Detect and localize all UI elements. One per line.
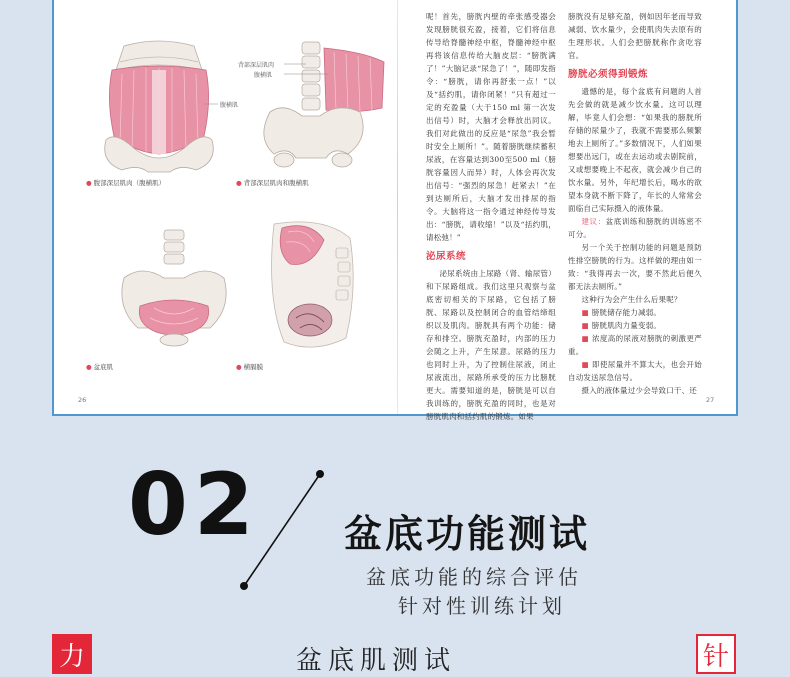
list-item: ■ 膀胱肌肉力量变弱。	[581, 321, 662, 330]
paragraph: 另一个关于控制功能的问题是预防性排空膀胱的行为。这样做的理由如一致：“我得再去一次，要不然此后便久都无法去厕所。”	[568, 243, 702, 291]
figure-abdominal-muscle	[84, 40, 239, 180]
caption-figure-3: ● 盆底肌	[86, 363, 114, 371]
figure-diaphragm	[254, 218, 364, 358]
caption-figure-4: ● 横膈膜	[236, 363, 264, 371]
tip: 建议：盆底训练和膀胱的训练密不可分。	[568, 217, 702, 239]
book-spread	[52, 0, 738, 421]
text-column-2	[568, 10, 702, 397]
pin-icon: ●	[86, 363, 92, 371]
list-item: ■ 即使尿量并不算太大，也会开始自动发送尿急信号。	[568, 360, 702, 382]
paragraph: 膀胱没有足够充盈，例如因年老而导致减弱、饮水量少，会使肌肉失去原有的生理形状。人们会把膀胱称作贪吃容官。	[568, 12, 702, 60]
bullet-icon: ■	[581, 308, 589, 317]
paragraph: 泌尿系统由上尿路（肾、输尿管）和下尿路组成。我们这里只观察与盆底密切相关的下尿路，它包括了膀胱、尿路以及控制闭合的血管结缔组织以及肌肉。膀胱具有两个功能：储存和排空。膀胱充盈时，内部的压力会随之上升，产生尿意。尿路的压力也同时上升，为了控制住尿液，闭止尿液流出，尿路所承受的压力比膀胱更大。需要知道的是，膀胱是可以自我训练的，膀胱充盈的同时，也是对膀胱肌肉和括约肌的锻炼。如果	[426, 269, 556, 421]
page-gutter	[397, 0, 398, 414]
text-column-1	[426, 10, 556, 423]
section-number: 02	[128, 455, 260, 555]
paragraph: 遗憾的是，每个盆底有问题的人首先会做的就是减少饮水量。这可以理解，毕竟人们会想：“如果我的膀胱所存储的尿量少了，我就不需要那么频繁地去上厕所了。”多数情况下，人们如果想要出远门，或在去运动或去剧院前，又或想要晚上不起夜，就会减少自己的饮水量。另外，年纪增长后，喝水的欲望本身就不断下降了，年长的人常常会面临自己实际摄入的液体量。	[568, 87, 702, 213]
section-subtitle-2: 针对性训练计划	[398, 594, 566, 618]
badge-left: 力	[52, 634, 92, 674]
page-number-left: 26	[78, 396, 87, 404]
pin-icon: ●	[236, 179, 242, 187]
paragraph: 摄入的液体量过少会导致口干、还	[581, 386, 697, 395]
label-back-deep-muscle: 背部深层肌肉	[238, 62, 275, 69]
caption-figure-2: ● 背部深层肌肉和腹横肌	[236, 179, 309, 187]
caption-figure-1: ● 腹部深层肌肉（腹横肌）	[86, 179, 166, 187]
figure-pelvic-floor	[114, 228, 234, 354]
pin-icon: ●	[86, 179, 92, 187]
figure-back-muscle	[238, 38, 394, 178]
paragraph: 这种行为会产生什么后果呢？	[581, 295, 682, 304]
page-number-right: 27	[706, 396, 715, 404]
bottom-title: 盆底肌测试	[296, 646, 457, 676]
pin-icon: ●	[236, 363, 242, 371]
bullet-icon: ■	[581, 360, 589, 369]
slash-divider	[232, 460, 332, 600]
heading-bladder-training: 膀胱必须得到锻炼	[568, 69, 649, 80]
list-item: ■ 浓度高的尿液对膀胱的刺激更严重。	[568, 334, 702, 356]
bullet-icon: ■	[581, 334, 589, 343]
paragraph: 呢！首先，膀胱内壁的牵张感受器会发现膀胱很充盈，接着，它们将信息传导给脊髓神经中枢，脊髓神经中枢再将该信息传给大脑皮层：“膀胱满了！”大脑记录“尿急了！”，随即发指令：“膀胱，请你再舒张一点！”以及“括约肌，请你闭紧！”只有超过一定的充盈量（大于150 ml 第一次发出信号）时，大脑才会释放出同议。我们对此做出的反应是“尿急”我会暂时安全上厕所！”。随着膀胱继续蓄积尿液，在容量达到300至500 ml（膀胱容量因人而异）时，人体会再次发出信号：“强烈的尿急！赶紧去！”在到达厕所后，大脑才发出排尿的指令。大脑将这一指令通过神经传导发出：“膀胱，请收缩！”以及“括约肌，请松弛！”	[426, 12, 556, 242]
label-transverse-muscle: 腹横肌	[220, 102, 239, 109]
section-title: 盆底功能测试	[344, 512, 591, 556]
list-item: ■ 膀胱储存能力减弱。	[581, 308, 662, 317]
badge-right: 针	[696, 634, 736, 674]
label-transverse-muscle-2: 腹横肌	[254, 72, 273, 79]
section-subtitle-1: 盆底功能的综合评估	[366, 565, 582, 589]
bullet-icon: ■	[581, 321, 589, 330]
heading-urinary-system: 泌尿系统	[426, 251, 467, 262]
